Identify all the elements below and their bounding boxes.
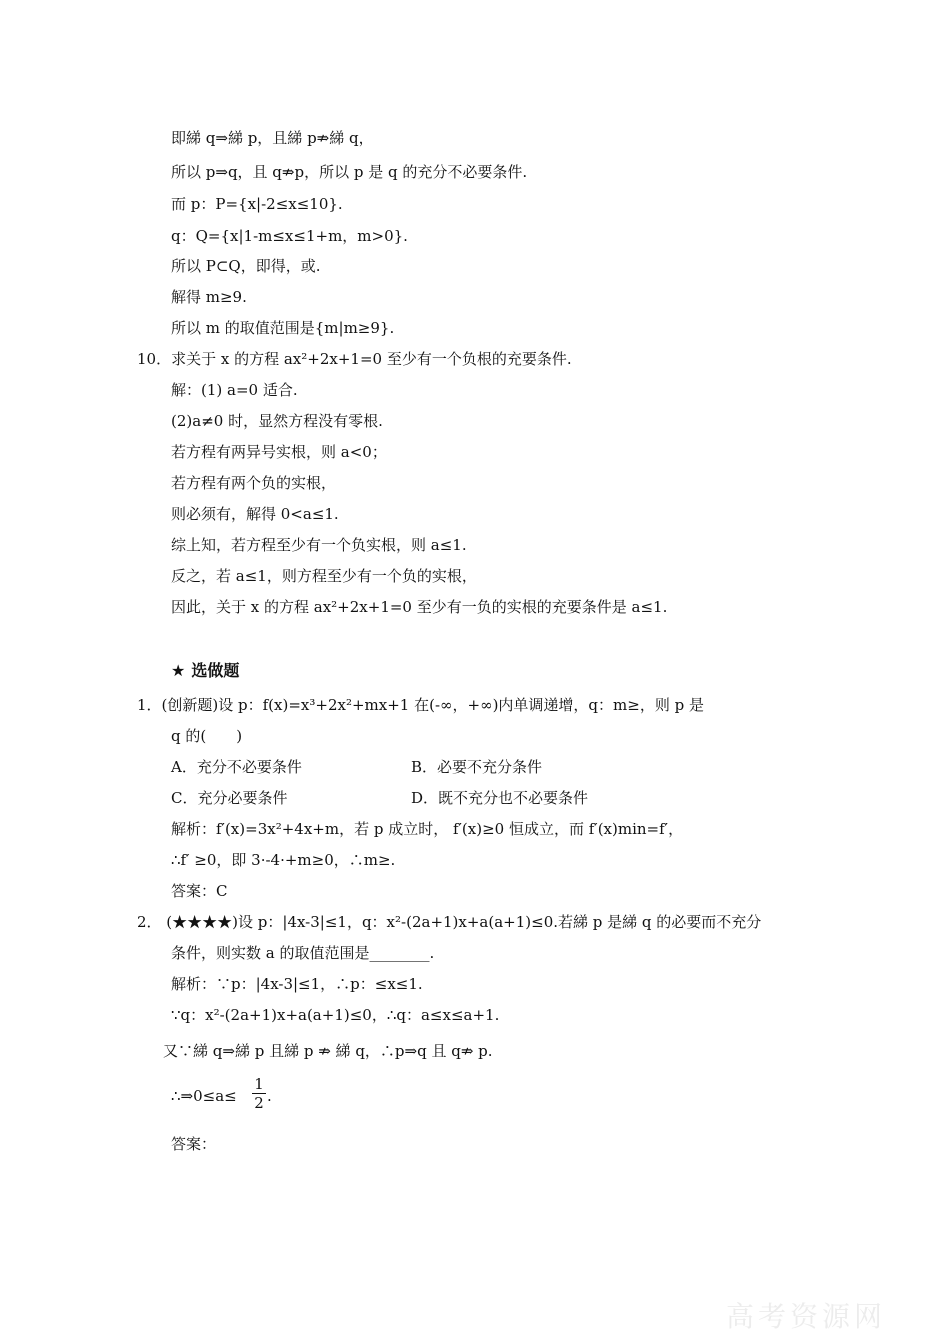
text-line: 若方程有两异号实根，则 a<0； bbox=[171, 443, 387, 461]
fraction-denominator: 2 bbox=[254, 1094, 264, 1112]
text-line: 1．(创新题)设 p：f(x)=x³+2x²+mx+1 在(-∞，+∞)内单调递增，q：m≥，则 p 是 bbox=[137, 696, 704, 714]
text-line: 2． (★★★★)设 p：|4x-3|≤1，q：x²-(2a+1)x+a(a+1)≤0.若綈 p 是綈 q 的必要而不充分 bbox=[137, 913, 762, 931]
text-line: 又∵綈 q⇒綈 p 且綈 p ⇏ 綈 q，∴p⇒q 且 q⇏ p. bbox=[163, 1042, 493, 1060]
text-line: 解析：f′(x)=3x²+4x+m，若 p 成立时， f′(x)≥0 恒成立，而 f′(x)min=f′， bbox=[171, 820, 684, 838]
text-line: 所以 p⇒q，且 q⇏p，所以 p 是 q 的充分不必要条件. bbox=[171, 163, 528, 181]
text-line: 条件，则实数 a 的取值范围是________. bbox=[171, 944, 435, 962]
choice-option: D．既不充分也不必要条件 bbox=[411, 789, 589, 807]
text-line: 综上知，若方程至少有一个负实根，则 a≤1. bbox=[171, 536, 467, 554]
fraction-half bbox=[252, 1075, 266, 1112]
text-line: ∵q：x²-(2a+1)x+a(a+1)≤0，∴q：a≤x≤a+1. bbox=[171, 1006, 500, 1024]
text-line: (2)a≠0 时，显然方程没有零根. bbox=[171, 412, 383, 430]
star-icon: ★ bbox=[171, 661, 186, 680]
text-line: 解：(1) a=0 适合. bbox=[171, 381, 298, 399]
text-line: 解得 m≥9. bbox=[171, 288, 247, 306]
section-heading bbox=[171, 661, 239, 681]
text-line: 所以 m 的取值范围是{m|m≥9}. bbox=[171, 319, 395, 337]
fraction-after: . bbox=[267, 1087, 272, 1105]
text-line: 因此，关于 x 的方程 ax²+2x+1=0 至少有一负的实根的充要条件是 a≤1. bbox=[171, 598, 668, 616]
text-line: q 的( ) bbox=[171, 727, 243, 745]
text-line: 答案： bbox=[171, 1135, 217, 1153]
text-line: 所以 P⊂Q，即得，或. bbox=[171, 257, 321, 275]
text-line: 即綈 q⇒綈 p，且綈 p⇏綈 q， bbox=[171, 129, 374, 147]
text-line: q：Q={x|1-m≤x≤1+m，m>0}. bbox=[171, 227, 408, 245]
choice-option: B．必要不充分条件 bbox=[411, 758, 543, 776]
text-line: ∴f′ ≥0，即 3·-4·+m≥0，∴m≥. bbox=[171, 851, 396, 869]
text-line: 若方程有两个负的实根， bbox=[171, 474, 337, 492]
watermark: 高考资源网 bbox=[726, 1300, 887, 1333]
text-line: ∴⇒0≤a≤ bbox=[171, 1087, 237, 1105]
text-line: 则必须有，解得 0<a≤1. bbox=[171, 505, 339, 523]
section-title: 选做题 bbox=[191, 661, 240, 680]
text-line: A．充分不必要条件 bbox=[171, 758, 302, 776]
text-line: 反之，若 a≤1，则方程至少有一个负的实根， bbox=[171, 567, 477, 585]
fraction-numerator: 1 bbox=[252, 1075, 266, 1094]
text-line: 而 p：P={x|-2≤x≤10}. bbox=[171, 195, 343, 213]
text-line: C．充分必要条件 bbox=[171, 789, 288, 807]
text-line: 10．求关于 x 的方程 ax²+2x+1=0 至少有一个负根的充要条件. bbox=[137, 350, 572, 368]
text-line: 解析：∵p：|4x-3|≤1，∴p：≤x≤1. bbox=[171, 975, 423, 993]
text-line: 答案：C bbox=[171, 882, 228, 900]
